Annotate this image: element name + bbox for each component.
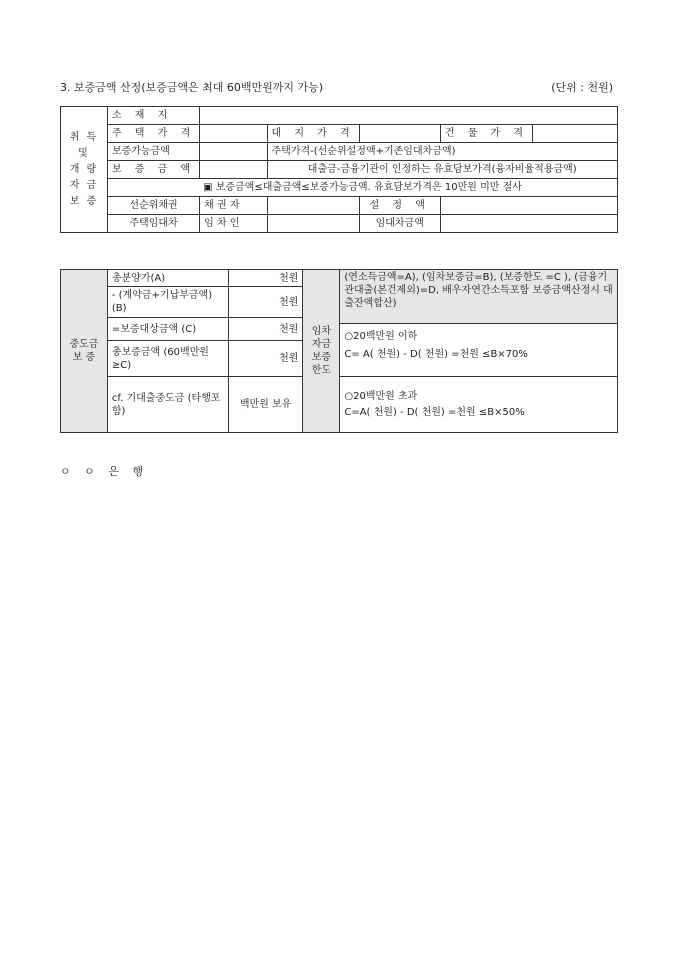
case1-title: ○20백만원 이하 (344, 331, 418, 342)
guarantee-available-label: 보증가능금액 (107, 143, 199, 161)
building-price-value[interactable] (533, 125, 618, 143)
guarantee-target-value[interactable]: 천원 (228, 318, 303, 341)
creditor-label: 채 권 자 (200, 197, 267, 215)
limit-line: 자금 (311, 339, 332, 350)
guarantee-amount-formula: 대출금-금융기관이 인정하는 유효담보가격(융자비율적용금액) (267, 161, 618, 179)
guarantee-amount-value[interactable] (200, 161, 267, 179)
case1-formula: C= A( 천원) - D( 천원) =천원 ≤B×70% (344, 349, 528, 360)
limit-line: 보증 (311, 352, 332, 363)
guarantee-note: ▣ 보증금액≤대출금액≤보증가능금액. 유효담보가격은 10만원 미만 절사 (107, 179, 617, 197)
setting-amount-value[interactable] (440, 197, 617, 215)
side-line: 개 량 (69, 163, 99, 175)
side-line: 및 (78, 147, 90, 159)
prior-claim-label: 선순위채권 (107, 197, 199, 215)
total-guarantee-value[interactable]: 천원 (228, 341, 303, 377)
house-price-value[interactable] (200, 125, 267, 143)
total-sale-price-value[interactable]: 천원 (228, 270, 303, 287)
land-price-label: 대 지 가 격 (267, 125, 359, 143)
building-price-label: 건 물 가 격 (440, 125, 532, 143)
lease-amount-label: 임대차금액 (359, 215, 440, 233)
side-line: 중도금 (69, 339, 99, 350)
deposit-paid-label: - (계약금+기납부금액) (B) (107, 287, 228, 318)
case1-box (340, 324, 618, 377)
lessee-label: 임 차 인 (200, 215, 267, 233)
creditor-value[interactable] (267, 197, 359, 215)
case2-formula: C=A( 천원) - D( 천원) =천원 ≤B×50% (344, 407, 525, 418)
interim-side-label (61, 270, 108, 433)
land-price-value[interactable] (359, 125, 440, 143)
lease-amount-value[interactable] (440, 215, 617, 233)
side-line: 자 금 (69, 179, 99, 191)
section-heading (60, 80, 617, 96)
side-line: 취 득 (69, 131, 99, 143)
case2-box (340, 377, 618, 433)
side-line: 보 증 (69, 195, 99, 207)
interim-payment-guarantee-table (60, 269, 618, 433)
deposit-paid-value[interactable]: 천원 (228, 287, 303, 318)
section-title: 3. 보증금액 산정(보증금액은 최대 60백만원까지 가능) (60, 81, 324, 94)
acquisition-side-label (61, 107, 108, 233)
guarantee-available-value[interactable] (200, 143, 267, 161)
unit-label: (단위 : 천원) (551, 81, 613, 94)
location-label: 소 재 지 (107, 107, 199, 125)
limit-definition: (연소득금액=A), (임차보증금=B), (보증한도 =C ), (금융기관대출(본건제외)=D, 배우자연간소득포함 보증금액산정시 대출잔액합산) (340, 270, 618, 324)
prior-interim-loan-label: cf. 기대출중도금 (타행포함) (107, 377, 228, 433)
guarantee-target-label: =보증대상금액 (C) (107, 318, 228, 341)
guarantee-amount-label: 보 증 금 액 (107, 161, 199, 179)
guarantee-available-formula: 주택가격-(선순위설정액+기존임대차금액) (267, 143, 618, 161)
case2-title: ○20백만원 초과 (344, 391, 418, 402)
total-guarantee-label: 총보증금액 (60백만원≥C) (107, 341, 228, 377)
house-price-label: 주 택 가 격 (107, 125, 199, 143)
lessee-value[interactable] (267, 215, 359, 233)
limit-line: 임차 (311, 326, 332, 337)
bank-name: ㅇ ㅇ 은 행 (60, 465, 148, 478)
side-line: 보 증 (72, 352, 96, 363)
house-lease-label: 주택임대차 (107, 215, 199, 233)
limit-line: 한도 (311, 365, 332, 376)
setting-amount-label: 설 정 액 (359, 197, 440, 215)
total-sale-price-label: 총분양가(A) (107, 270, 228, 287)
lease-fund-limit-label (303, 270, 340, 433)
prior-interim-loan-value[interactable]: 백만원 보유 (228, 377, 303, 433)
location-value[interactable] (200, 107, 618, 125)
acquisition-guarantee-table (60, 106, 618, 233)
